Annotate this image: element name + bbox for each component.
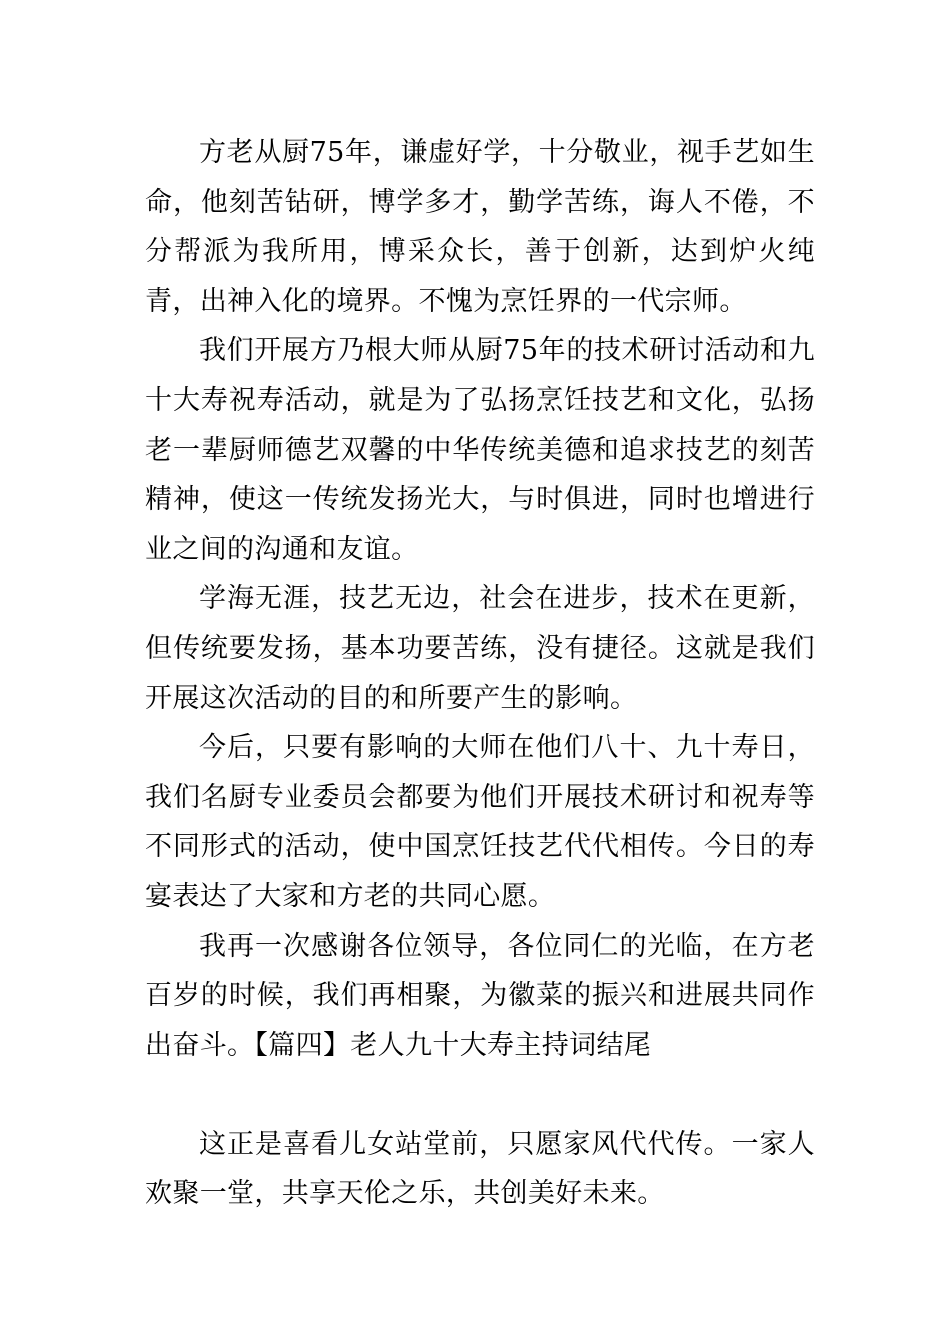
paragraph-3: 学海无涯，技艺无边，社会在进步，技术在更新，但传统要发扬，基本功要苦练，没有捷径。这就是我们开展这次活动的目的和所要产生的影响。 (145, 583, 815, 714)
blank-line (145, 1070, 815, 1120)
paragraph-5: 我再一次感谢各位领导，各位同仁的光临，在方老百岁的时候，我们再相聚，为徽菜的振兴和进展共同作出奋斗。【篇四】老人九十大寿主持词结尾 (145, 930, 815, 1061)
document-body (145, 128, 815, 1219)
paragraph-6: 这正是喜看儿女站堂前，只愿家风代代传。一家人欢聚一堂，共享天伦之乐，共创美好未来。 (145, 1128, 815, 1210)
paragraph-1: 方老从厨75年，谦虚好学，十分敬业，视手艺如生命，他刻苦钻研，博学多才，勤学苦练，诲人不倦，不分帮派为我所用，博采众长，善于创新，达到炉火纯青，出神入化的境界。不愧为烹饪界的一代宗师。 (145, 137, 815, 317)
paragraph-2: 我们开展方乃根大师从厨75年的技术研讨活动和九十大寿祝寿活动，就是为了弘扬烹饪技艺和文化，弘扬老一辈厨师德艺双馨的中华传统美德和追求技艺的刻苦精神，使这一传统发扬光大，与时俱进，同时也增进行业之间的沟通和友谊。 (145, 335, 815, 565)
paragraph-4: 今后，只要有影响的大师在他们八十、九十寿日，我们名厨专业委员会都要为他们开展技术研讨和祝寿等不同形式的活动，使中国烹饪技艺代代相传。今日的寿宴表达了大家和方老的共同心愿。 (145, 732, 815, 912)
